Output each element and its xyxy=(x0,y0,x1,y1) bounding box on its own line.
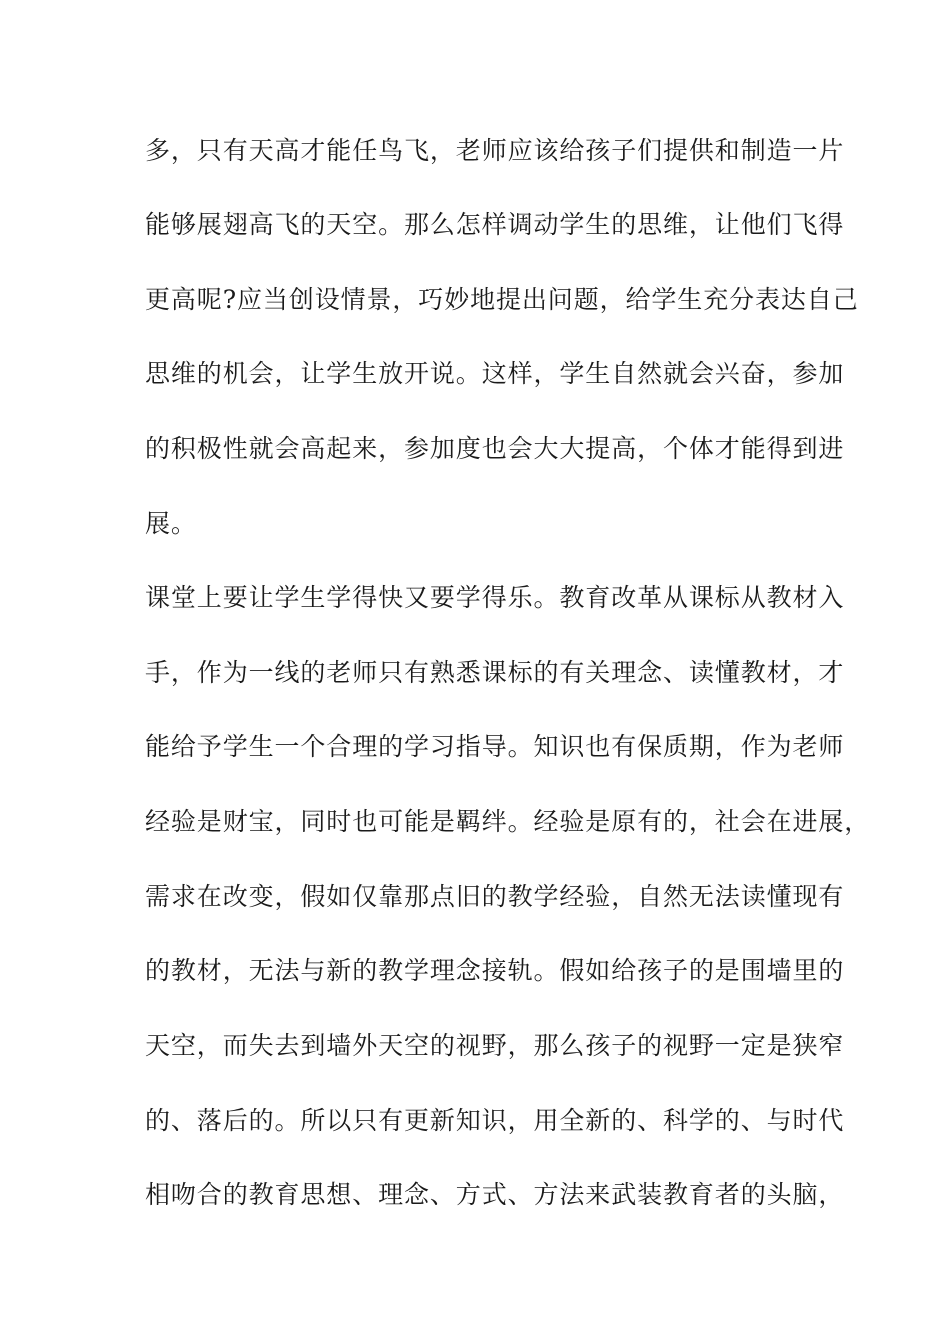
text-line: 展。 xyxy=(145,509,197,538)
text-line: 的、落后的。所以只有更新知识，用全新的、科学的、与时代 xyxy=(145,1106,845,1135)
text-line: 课堂上要让学生学得快又要学得乐。教育改革从课标从教材入 xyxy=(145,583,845,612)
text-line: 多，只有天高才能任鸟飞，老师应该给孩子们提供和制造一片 xyxy=(145,136,845,165)
text-line: 思维的机会，让学生放开说。这样，学生自然就会兴奋，参加 xyxy=(145,359,845,388)
text-line: 手，作为一线的老师只有熟悉课标的有关理念、读懂教材，才 xyxy=(145,658,845,687)
text-line: 天空，而失去到墙外天空的视野，那么孩子的视野一定是狭窄 xyxy=(145,1031,845,1060)
text-line: 更高呢?应当创设情景，巧妙地提出问题，给学生充分表达自己 xyxy=(145,285,859,314)
text-line: 经验是财宝，同时也可能是羁绊。经验是原有的，社会在进展， xyxy=(145,807,871,836)
text-line: 相吻合的教育思想、理念、方式、方法来武装教育者的头脑， xyxy=(145,1180,845,1209)
text-line: 的教材，无法与新的教学理念接轨。假如给孩子的是围墙里的 xyxy=(145,956,845,985)
text-line: 能够展翅高飞的天空。那么怎样调动学生的思维，让他们飞得 xyxy=(145,210,845,239)
text-line: 的积极性就会高起来，参加度也会大大提高，个体才能得到进 xyxy=(145,434,845,463)
text-line: 能给予学生一个合理的学习指导。知识也有保质期，作为老师 xyxy=(145,732,845,761)
text-line: 需求在改变，假如仅靠那点旧的教学经验，自然无法读懂现有 xyxy=(145,882,845,911)
